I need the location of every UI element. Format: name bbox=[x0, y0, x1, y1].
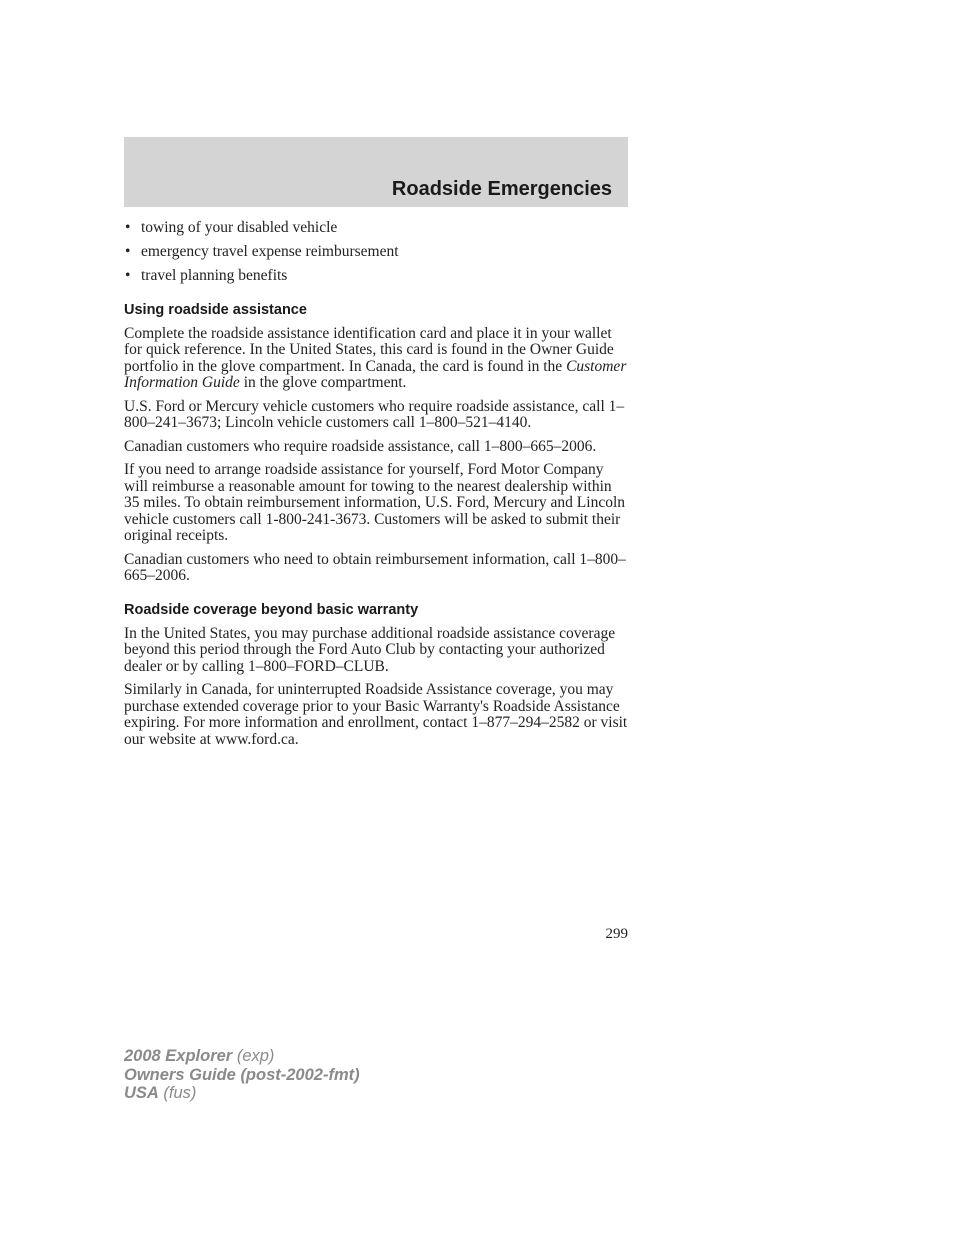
bullet-list bbox=[124, 220, 630, 285]
list-item: • emergency travel expense reimbursement bbox=[125, 243, 399, 260]
footer-line: USA (fus) bbox=[124, 1084, 197, 1102]
paragraph: Similarly in Canada, for uninterrupted Roadside Assistance coverage, you may purchase extended coverage prior to your Basic Warranty's Roadside Assistance expiring. For more information and enrollment, contact 1–877–294–2582 or visit our website at www.ford.ca. bbox=[124, 681, 628, 748]
list-item: • travel planning benefits bbox=[125, 267, 288, 284]
page-number: 299 bbox=[605, 926, 628, 942]
paragraph: In the United States, you may purchase additional roadside assistance coverage beyond this period through the Ford Auto Club by contacting your authorized dealer or by calling 1–800–FORD–CLUB. bbox=[124, 624, 616, 675]
page-title: Roadside Emergencies bbox=[391, 178, 612, 200]
section-heading-using-roadside-assistance: Using roadside assistance bbox=[124, 301, 307, 318]
header-band bbox=[124, 137, 628, 207]
list-item: • towing of your disabled vehicle bbox=[125, 219, 338, 236]
paragraph: U.S. Ford or Mercury vehicle customers who require roadside assistance, call 1–800–241–3673; Lincoln vehicle customers call 1–800–521–4140. bbox=[124, 397, 625, 431]
document-title-reference: Customer Information Guide bbox=[124, 357, 627, 391]
bullet-icon: • bbox=[125, 219, 131, 236]
bullet-icon: • bbox=[125, 243, 131, 260]
page-content bbox=[124, 220, 630, 755]
footer-line: 2008 Explorer (exp) bbox=[124, 1047, 275, 1065]
bullet-icon: • bbox=[125, 267, 131, 284]
paragraph: Complete the roadside assistance identification card and place it in your wallet for quick reference. In the United States, this card is found in the Owner Guide portfolio in the glove compartment. In Canada, the card is found in the Customer Information Guide in the glove compartment. bbox=[124, 324, 627, 391]
footer bbox=[124, 1047, 360, 1103]
paragraph: If you need to arrange roadside assistance for yourself, Ford Motor Company will reimburse a reasonable amount for towing to the nearest dealership within 35 miles. To obtain reimbursement information, U.S. Ford, Mercury and Lincoln vehicle customers call 1-800-241-3673. Customers will be asked to submit their original receipts. bbox=[124, 461, 626, 544]
section-heading-roadside-coverage: Roadside coverage beyond basic warranty bbox=[124, 601, 419, 618]
paragraph: Canadian customers who need to obtain reimbursement information, call 1–800–665–2006. bbox=[124, 550, 626, 584]
paragraph: Canadian customers who require roadside assistance, call 1–800–665–2006. bbox=[124, 437, 597, 455]
footer-line: Owners Guide (post-2002-fmt) bbox=[124, 1065, 360, 1084]
